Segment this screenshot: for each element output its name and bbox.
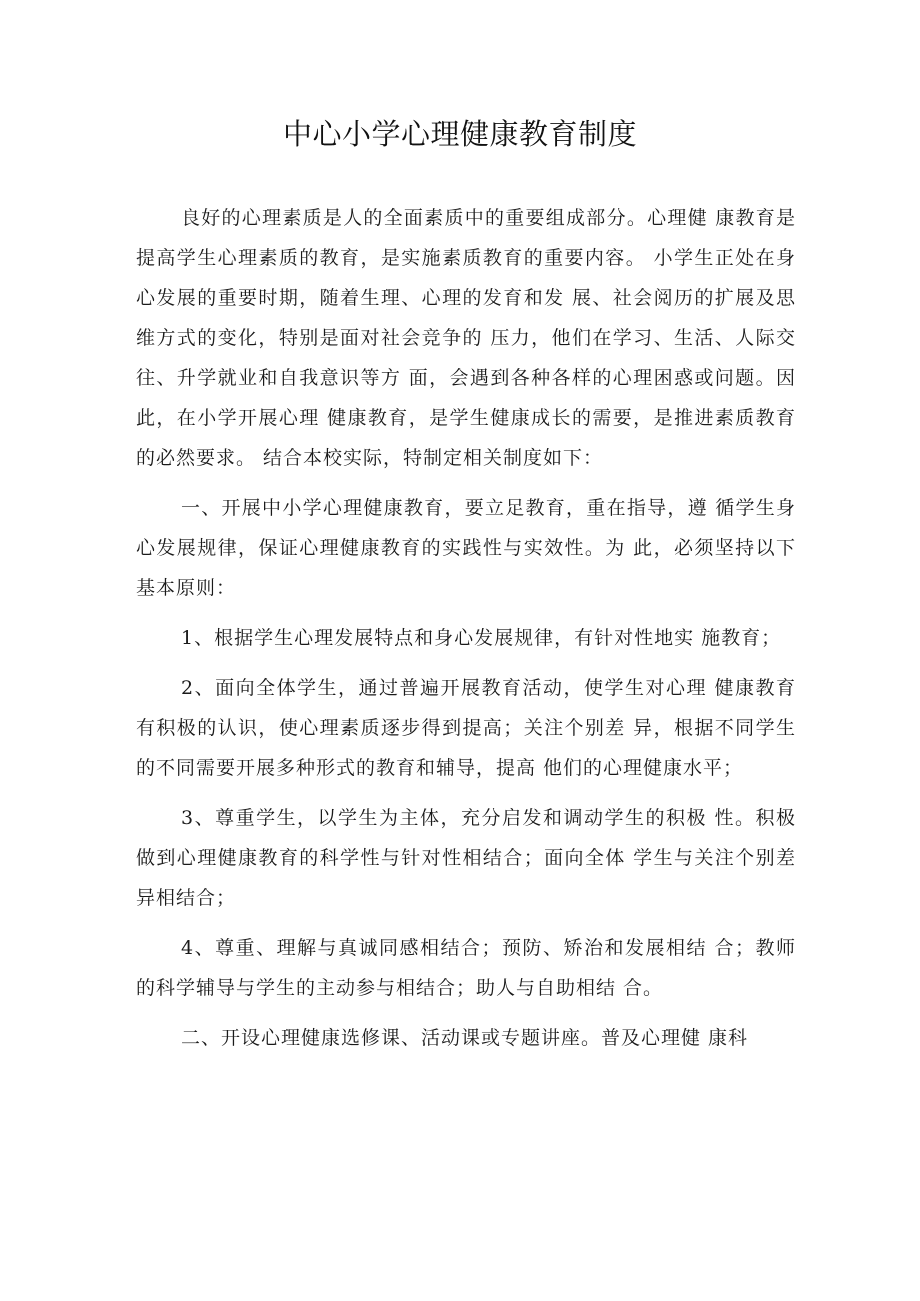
paragraph-principle-3: 3、尊重学生，以学生为主体，充分启发和调动学生的积极 性。积极做到心理健康教育的科学性与针对性相结合；面向全体 学生与关注个别差异相结合； — [136, 807, 796, 909]
paragraph-principle-4: 4、尊重、理解与真诚同感相结合；预防、矫治和发展相结 合；教师的科学辅导与学生的主动参与相结合；助人与自助相结 合。 — [136, 937, 796, 999]
paragraph-section-1: 一、开展中小学心理健康教育，要立足教育，重在指导，遵 循学生身心发展规律，保证心理健康教育的实践性与实效性。为 此，必须坚持以下基本原则： — [136, 497, 796, 599]
paragraph-principle-1: 1、根据学生心理发展特点和身心发展规律，有针对性地实 施教育； — [181, 627, 782, 649]
paragraph-section-2: 二、开设心理健康选修课、活动课或专题讲座。普及心理健 康科 — [181, 1027, 749, 1049]
document-body — [136, 198, 796, 1058]
paragraph-intro: 良好的心理素质是人的全面素质中的重要组成部分。心理健 康教育是提高学生心理素质的教育，是实施素质教育的重要内容。 小学生正处在身心发展的重要时期，随着生理、心理的发育和发 展、社会阅历的扩展及思维方式的变化，特别是面对社会竞争的 压力，他们在学习、生活、人际交往、升学就业和自我意识等方 面，会遇到各种各样的心理困惑或问题。因此，在小学开展心理 健康教育，是学生健康成长的需要，是推进素质教育的必然要求。 结合本校实际，特制定相关制度如下： — [136, 207, 796, 469]
document-title: 中心小学心理健康教育制度 — [282, 117, 637, 151]
paragraph-principle-2: 2、面向全体学生，通过普遍开展教育活动，使学生对心理 健康教育有积极的认识，使心理素质逐步得到提高；关注个别差 异，根据不同学生的不同需要开展多种形式的教育和辅导，提高 他们的心理健康水平； — [136, 677, 796, 779]
